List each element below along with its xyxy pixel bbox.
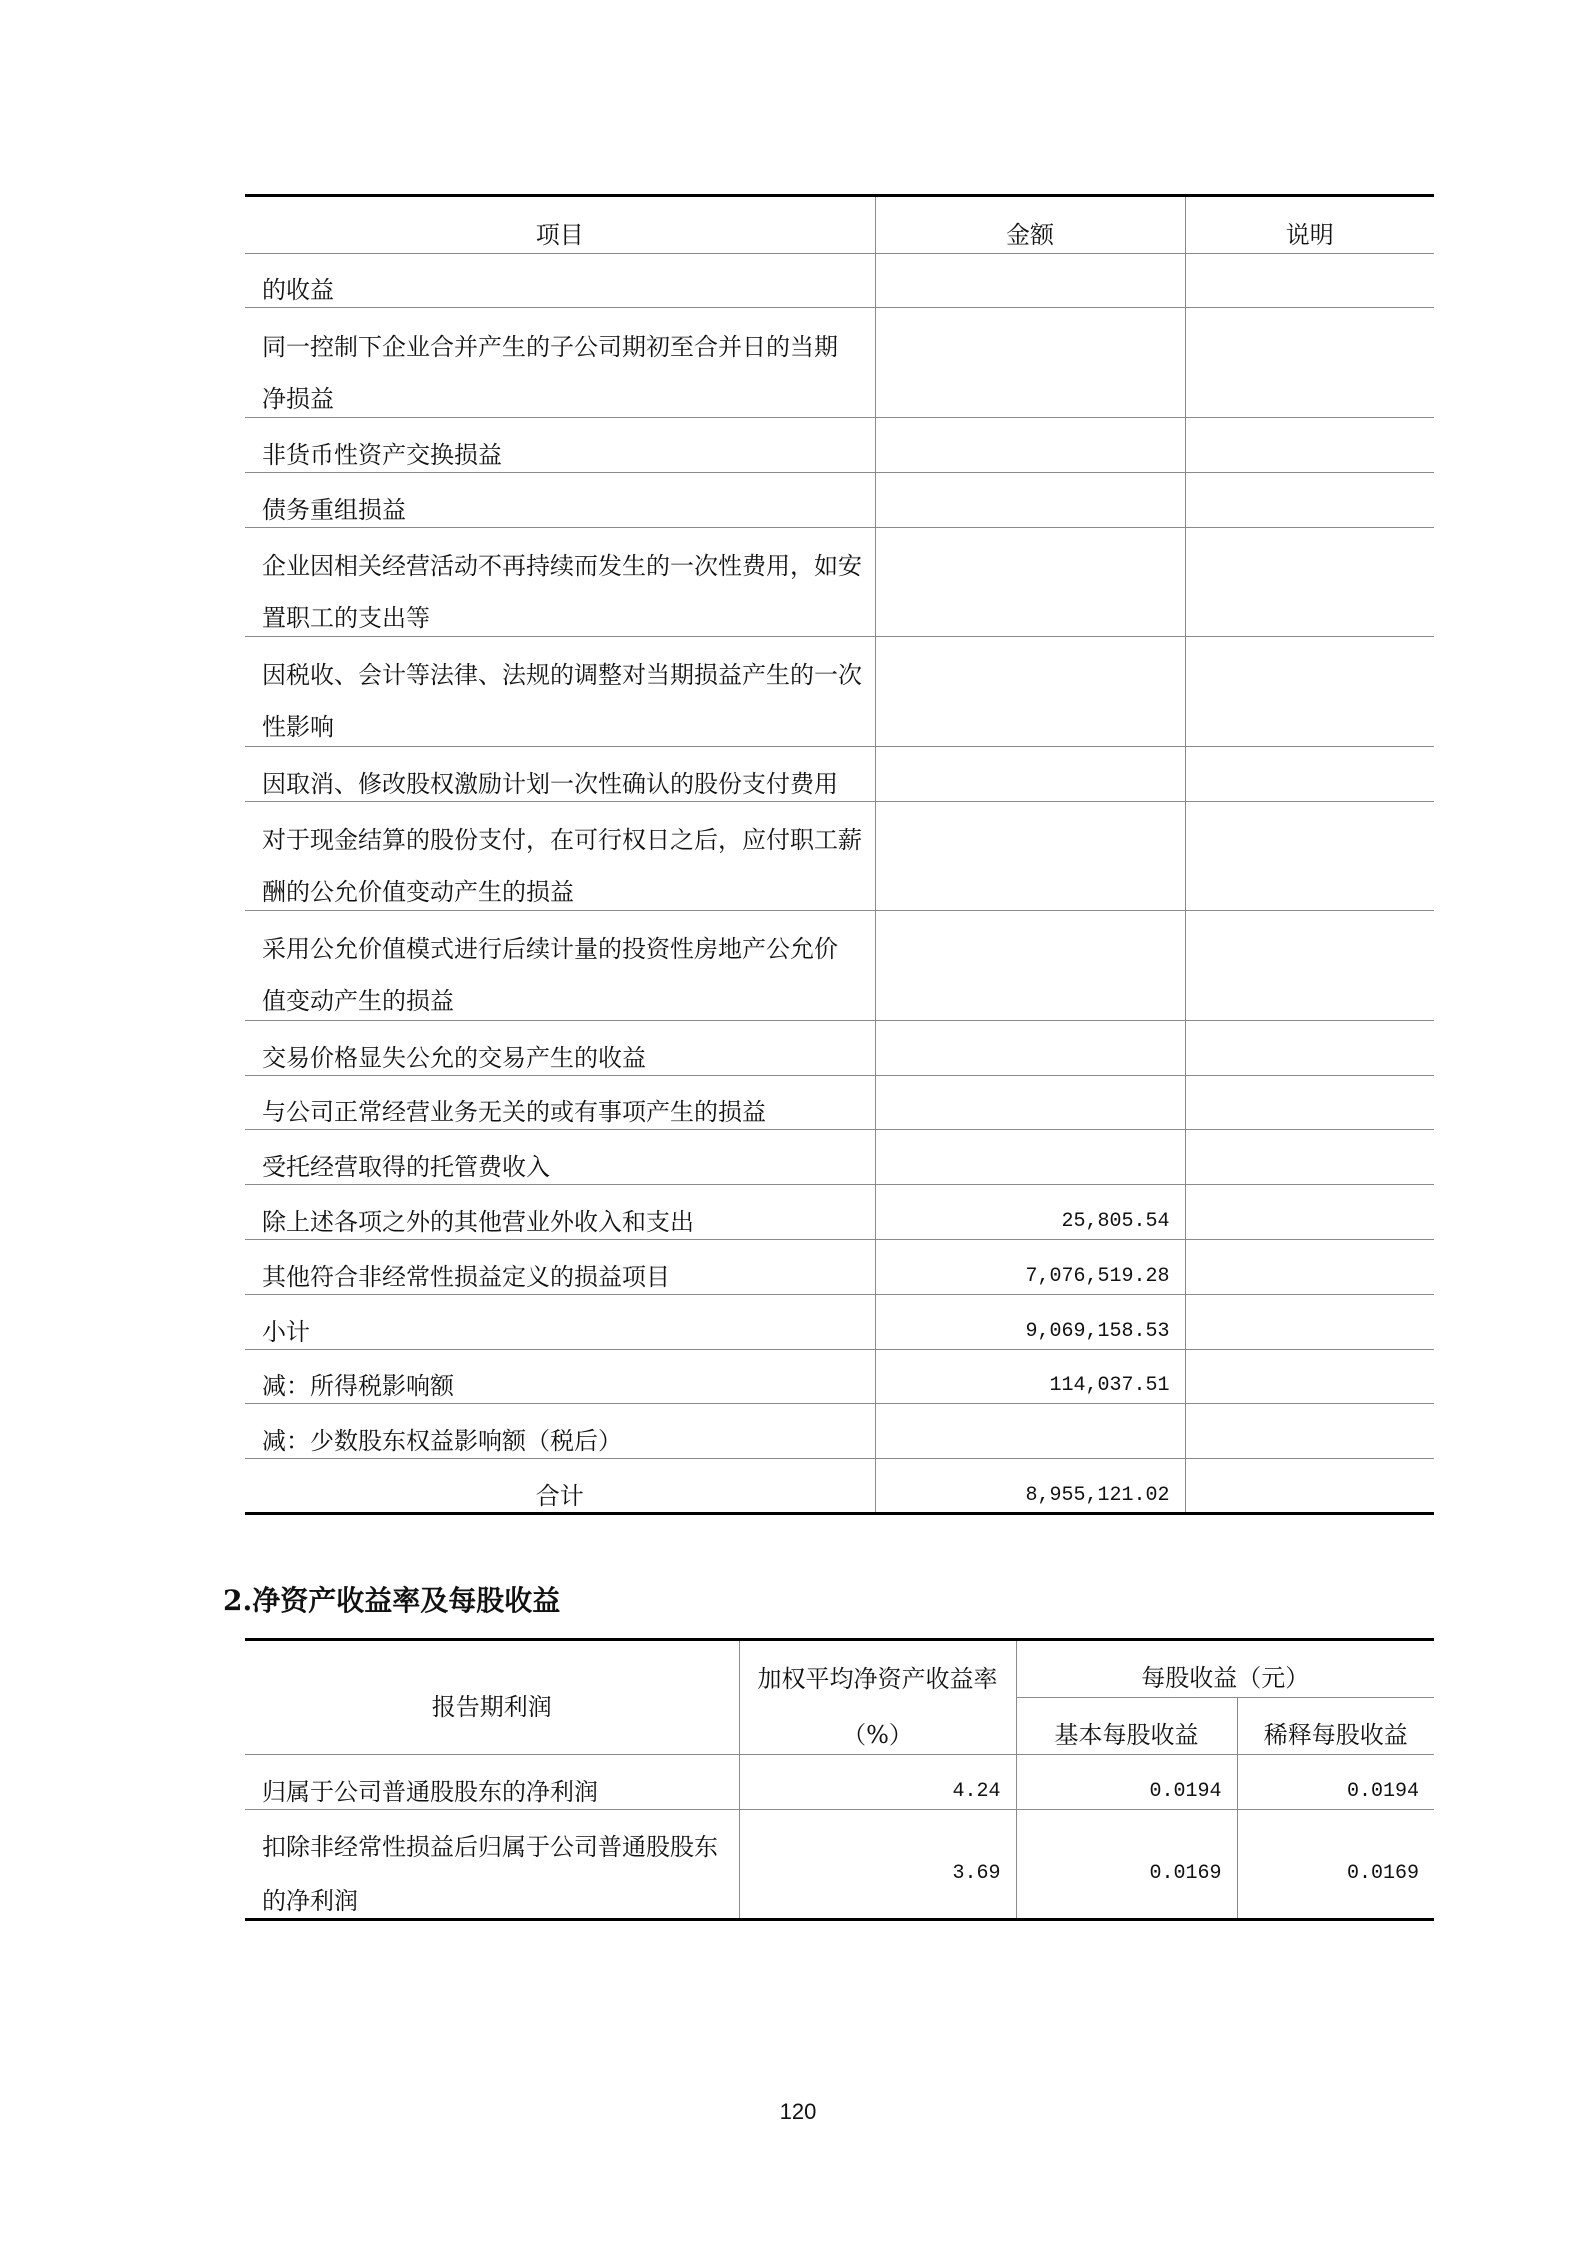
header-eps-label: 每股收益（元）	[1141, 1664, 1310, 1692]
amount-cell	[875, 527, 1185, 637]
amount-value: 25,805.54	[1061, 1210, 1170, 1234]
item-text: 其他符合非经常性损益定义的损益项目	[262, 1262, 670, 1291]
total-amount: 8,955,121.02	[1025, 1483, 1170, 1507]
table-row	[245, 527, 1434, 637]
table-row	[245, 1020, 1434, 1075]
item-text: 因税收、会计等法律、法规的调整对当期损益产生的一次	[262, 661, 862, 690]
table-row	[245, 1810, 1434, 1920]
amount-value: 9,069,158.53	[1025, 1319, 1170, 1343]
item-text: 企业因相关经营活动不再持续而发生的一次性费用，如安	[262, 551, 862, 580]
amount-value: 114,037.51	[1049, 1374, 1170, 1398]
note-cell	[1185, 527, 1434, 637]
nonrecurring-table	[245, 194, 1434, 1515]
amount-cell	[875, 801, 1185, 911]
header-roe-label: 加权平均净资产收益率	[757, 1664, 998, 1693]
amount-cell	[875, 637, 1185, 747]
table-row	[245, 801, 1434, 911]
header-note-label: 说明	[1285, 220, 1334, 249]
total-label: 合计	[535, 1481, 584, 1510]
item-text: 值变动产生的损益	[262, 987, 454, 1016]
item-text: 同一控制下企业合并产生的子公司期初至合并日的当期	[262, 332, 838, 361]
table-row	[245, 308, 1434, 418]
item-text: 酬的公允价值变动产生的损益	[262, 877, 574, 906]
header-period-profit-label: 报告期利润	[431, 1692, 552, 1721]
table-row	[245, 253, 1434, 308]
item-text: 采用公允价值模式进行后续计量的投资性房地产公允价	[262, 935, 838, 964]
item-cell	[245, 1755, 739, 1810]
item-cell	[245, 527, 875, 637]
total-amount-cell	[875, 1459, 1185, 1514]
amount-cell	[875, 1185, 1185, 1240]
amount-cell	[875, 417, 1185, 472]
note-cell	[1185, 1075, 1434, 1130]
note-cell	[1185, 746, 1434, 801]
note-cell	[1185, 1239, 1434, 1294]
table-row	[245, 746, 1434, 801]
item-text: 的净利润	[262, 1887, 358, 1915]
eps-table	[245, 1638, 1434, 1921]
roe-value: 3.69	[952, 1862, 1001, 1885]
amount-cell	[875, 1130, 1185, 1185]
note-cell	[1185, 1020, 1434, 1075]
note-cell	[1185, 417, 1434, 472]
item-text: 性影响	[262, 713, 334, 742]
diluted-eps-value: 0.0194	[1346, 1780, 1419, 1803]
header-roe-unit: （%）	[842, 1720, 913, 1749]
item-text: 小计	[262, 1317, 310, 1346]
header-note	[1185, 196, 1434, 254]
item-text: 非货币性资产交换损益	[262, 440, 502, 469]
item-text: 扣除非经常性损益后归属于公司普通股股东	[262, 1833, 718, 1861]
item-cell	[245, 1020, 875, 1075]
header-basic-eps	[1016, 1698, 1237, 1755]
item-text: 减：少数股东权益影响额（税后）	[262, 1427, 622, 1456]
item-cell	[245, 1810, 739, 1920]
amount-cell	[875, 308, 1185, 418]
note-cell	[1185, 911, 1434, 1021]
table-row	[245, 637, 1434, 747]
header-basic-eps-label: 基本每股收益	[1054, 1721, 1199, 1749]
item-text: 对于现金结算的股份支付，在可行权日之后，应付职工薪	[262, 825, 862, 854]
item-cell	[245, 417, 875, 472]
basic-eps-value: 0.0194	[1149, 1780, 1222, 1803]
header-period-profit	[245, 1640, 739, 1755]
item-text: 归属于公司普通股股东的净利润	[262, 1778, 598, 1806]
item-text: 减：所得税影响额	[262, 1372, 454, 1401]
item-text: 净损益	[262, 384, 334, 413]
header-item-label: 项目	[535, 220, 584, 249]
item-text: 交易价格显失公允的交易产生的收益	[262, 1043, 646, 1072]
item-text: 置职工的支出等	[262, 603, 430, 632]
note-cell	[1185, 1459, 1434, 1514]
roe-value: 4.24	[952, 1780, 1001, 1803]
amount-cell	[875, 911, 1185, 1021]
header-item	[245, 196, 875, 254]
header-roe	[739, 1640, 1016, 1755]
section-title: 2.净资产收益率及每股收益	[223, 1584, 561, 1617]
diluted-eps-cell	[1237, 1810, 1434, 1920]
note-cell	[1185, 801, 1434, 911]
note-cell	[1185, 472, 1434, 527]
basic-eps-value: 0.0169	[1149, 1862, 1222, 1885]
note-cell	[1185, 637, 1434, 747]
item-text: 债务重组损益	[262, 495, 406, 524]
amount-cell	[875, 253, 1185, 308]
header-diluted-eps	[1237, 1698, 1434, 1755]
header-amount-label: 金额	[1006, 220, 1054, 249]
note-cell	[1185, 308, 1434, 418]
table-header-row	[245, 196, 1434, 254]
note-cell	[1185, 1185, 1434, 1240]
basic-eps-cell	[1016, 1810, 1237, 1920]
item-cell	[245, 746, 875, 801]
item-text: 因取消、修改股权激励计划一次性确认的股份支付费用	[262, 769, 838, 798]
table-row	[245, 417, 1434, 472]
page-number: 120	[779, 2099, 817, 2124]
table-header-row	[245, 1640, 1434, 1698]
note-cell	[1185, 1294, 1434, 1349]
item-cell	[245, 801, 875, 911]
amount-cell	[875, 1020, 1185, 1075]
diluted-eps-value: 0.0169	[1346, 1862, 1419, 1885]
item-cell	[245, 911, 875, 1021]
note-cell	[1185, 253, 1434, 308]
table-row	[245, 911, 1434, 1021]
item-text: 除上述各项之外的其他营业外收入和支出	[262, 1208, 694, 1237]
header-amount	[875, 196, 1185, 254]
amount-cell	[875, 1075, 1185, 1130]
header-eps	[1016, 1640, 1434, 1698]
note-cell	[1185, 1349, 1434, 1404]
amount-cell	[875, 746, 1185, 801]
note-cell	[1185, 1130, 1434, 1185]
item-text: 受托经营取得的托管费收入	[262, 1153, 550, 1182]
amount-value: 7,076,519.28	[1025, 1264, 1170, 1288]
roe-cell	[739, 1810, 1016, 1920]
note-cell	[1185, 1404, 1434, 1459]
header-diluted-eps-label: 稀释每股收益	[1263, 1721, 1408, 1749]
amount-cell	[875, 472, 1185, 527]
roe-cell	[739, 1755, 1016, 1810]
item-text: 的收益	[262, 276, 334, 305]
item-cell	[245, 637, 875, 747]
item-text: 与公司正常经营业务无关的或有事项产生的损益	[262, 1098, 766, 1127]
item-cell	[245, 253, 875, 308]
item-cell	[245, 308, 875, 418]
